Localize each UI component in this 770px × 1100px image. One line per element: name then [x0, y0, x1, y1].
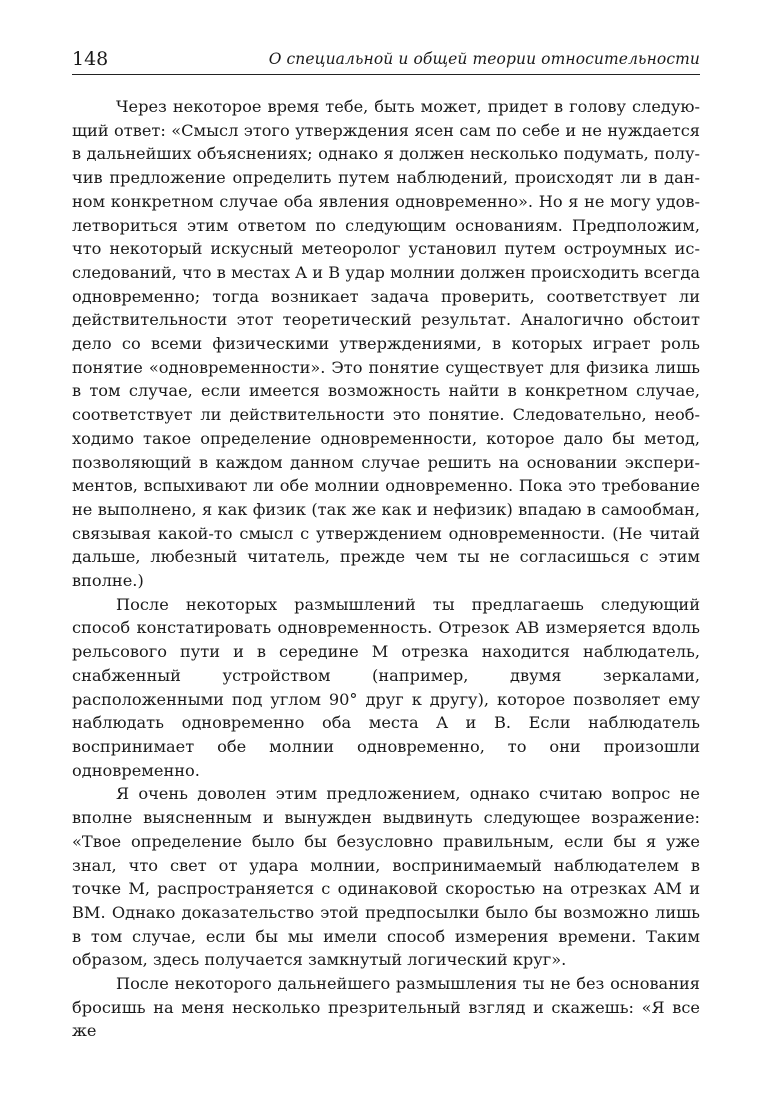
page-body — [72, 95, 700, 1043]
page-number: 148 — [72, 48, 109, 70]
paragraph-2: После некоторых размышлений ты предлагаешь следующий способ констатировать одновременность. Отрезок AB измеряется вдоль рельсового пути и в середине M отрезка находится наблюдатель, снабженный устройством (например, двумя зеркалами, расположенными под углом 90° друг к другу), которое позволяет ему наблюдать одновременно оба места A и B. Если наблюдатель воспринимает обе молнии одновременно, то они произошли одновременно. — [72, 594, 700, 780]
book-page — [72, 44, 700, 1043]
paragraph-4: После некоторого дальнейшего размышления ты не без основания бросишь на меня несколько презрительный взгляд и скажешь: «Я все же — [72, 974, 700, 1041]
paragraph-1: Через некоторое время тебе, быть может, придет в голову следующий ответ: «Смысл этого утверждения ясен сам по себе и не нуждается в дальнейших объяснениях; однако я должен несколько подумать, получив предложение определить путем наблюдений, происходят ли в данном конкретном случае оба явления одновременно». Но я не могу удовлетвориться этим ответом по следующим основаниям. Предположим, что некоторый искусный метеоролог установил путем остроумных исследований, что в местах A и B удар молнии должен происходить всегда одновременно; тогда возникает задача проверить, соответствует ли действительности этот теоретический результат. Аналогично обстоит дело со всеми физическими утверждениями, в которых играет роль понятие «одновременности». Это понятие существует для физика лишь в том случае, если имеется возможность найти в конкретном случае, соответствует ли действительности это понятие. Следовательно, необходимо такое определение одновременности, которое дало бы метод, позволяющий в каждом данном случае решить на основании экспериментов, вспыхивают ли обе молнии одновременно. Пока это требование не выполнено, я как физик (так же как и нефизик) впадаю в самообман, связывая какой-то смысл с утверждением одновременности. (Не читай дальше, любезный читатель, прежде чем ты не согласишься с этим вполне.) — [72, 97, 700, 591]
paragraph-3: Я очень доволен этим предложением, однако считаю вопрос не вполне выясненным и вынужден выдвинуть следующее возражение: «Твое определение было бы безусловно правильным, если бы я уже знал, что свет от удара молнии, воспринимаемый наблюдателем в точке M, распространяется с одинаковой скоростью на отрезках AM и BM. Однако доказательство этой предпосылки было бы возможно лишь в том случае, если бы мы имели способ измерения времени. Таким образом, здесь получается замкнутый логический круг». — [72, 784, 700, 970]
running-header — [72, 44, 700, 75]
running-title: О специальной и общей теории относительности — [268, 50, 700, 68]
